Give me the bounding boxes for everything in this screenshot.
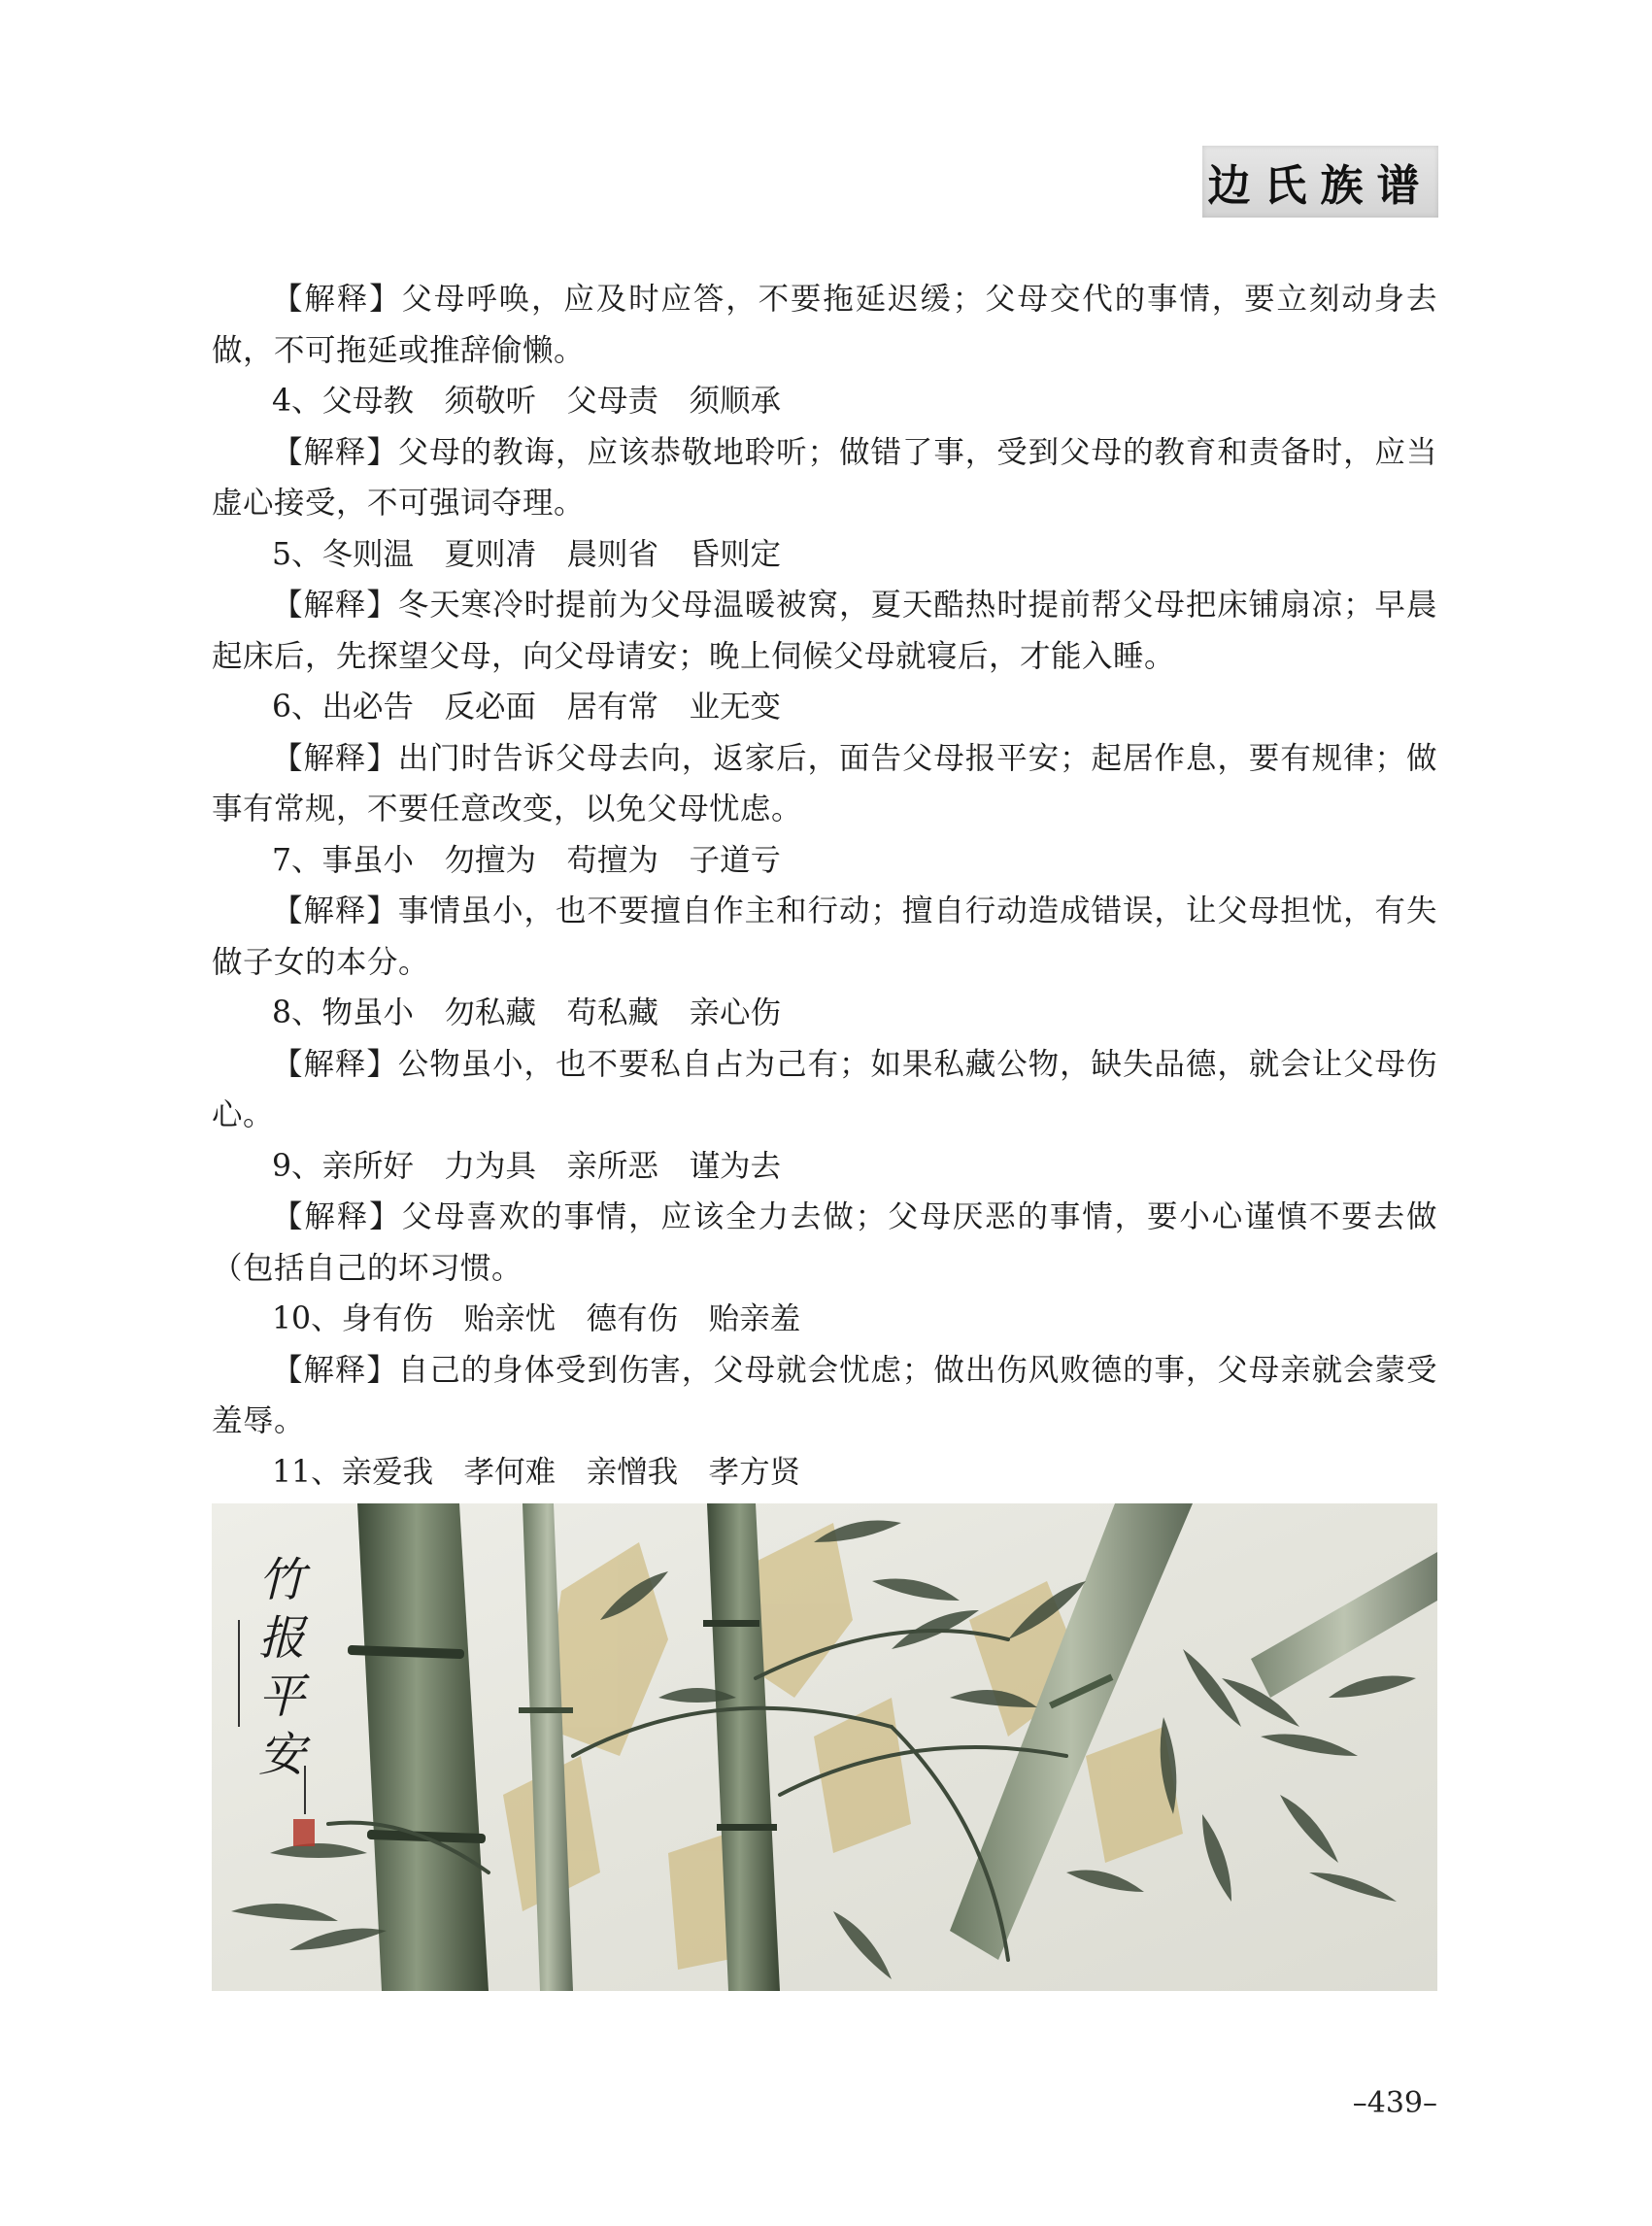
verse-line-10: 10、身有伤 贻亲忧 德有伤 贻亲羞: [272, 1301, 801, 1336]
verse-line-4: 4、父母教 须敬听 父母责 须顺承: [272, 384, 782, 419]
page-content: [212, 274, 1437, 1549]
svg-text:报: 报: [258, 1611, 306, 1666]
explanation-paragraph: 【解释】父母的教诲，应该恭敬地聆听；做错了事，受到父母的教育和责备时，应当虚心接受，不可强词夺理。: [212, 434, 1437, 521]
explanation-paragraph: 【解释】事情虽小，也不要擅自作主和行动；擅自行动造成错误，让父母担忧，有失做子女的本分。: [212, 894, 1437, 980]
explanation-paragraph: 【解释】父母喜欢的事情，应该全力去做；父母厌恶的事情，要小心谨慎不要去做（包括自己的坏习惯。: [212, 1199, 1437, 1286]
explanation-paragraph: 【解释】父母呼唤，应及时应答，不要拖延迟缓；父母交代的事情，要立刻动身去做，不可拖延或推辞偷懒。: [212, 282, 1437, 368]
bamboo-painting-illustration: [212, 1503, 1437, 1991]
explanation-paragraph: 【解释】冬天寒冷时提前为父母温暖被窝，夏天酷热时提前帮父母把床铺扇凉；早晨起床后，先探望父母，向父母请安；晚上伺候父母就寝后，才能入睡。: [212, 588, 1437, 674]
bamboo-painting: [212, 1503, 1437, 1991]
header-box: [1202, 146, 1438, 218]
verse-line-5: 5、冬则温 夏则凊 晨则省 昏则定: [272, 536, 782, 572]
explanation-paragraph: 【解释】自己的身体受到伤害，父母就会忧虑；做出伤风败德的事，父母亲就会蒙受羞辱。: [212, 1352, 1437, 1438]
page-number: –439–: [1352, 2086, 1437, 2120]
svg-text:安: 安: [258, 1728, 306, 1782]
running-header-title: 边氏族谱: [1207, 161, 1433, 211]
verse-line-8: 8、物虽小 勿私藏 苟私藏 亲心伤: [272, 995, 782, 1030]
verse-line-7: 7、事虽小 勿擅为 苟擅为 子道亏: [272, 842, 782, 878]
verse-line-11: 11、亲爱我 孝何难 亲憎我 孝方贤: [272, 1454, 801, 1490]
svg-text:竹: 竹: [258, 1553, 306, 1607]
verse-line-6: 6、出必告 反必面 居有常 业无变: [272, 690, 782, 725]
svg-text:平: 平: [258, 1670, 306, 1724]
explanation-paragraph: 【解释】公物虽小，也不要私自占为己有；如果私藏公物，缺失品德，就会让父母伤心。: [212, 1046, 1437, 1132]
explanation-paragraph: 【解释】出门时告诉父母去向，返家后，面告父母报平安；起居作息，要有规律；做事有常规，不要任意改变，以免父母忧虑。: [212, 740, 1437, 826]
verse-line-9: 9、亲所好 力为具 亲所恶 谨为去: [272, 1148, 782, 1184]
artist-seal: [293, 1819, 315, 1846]
